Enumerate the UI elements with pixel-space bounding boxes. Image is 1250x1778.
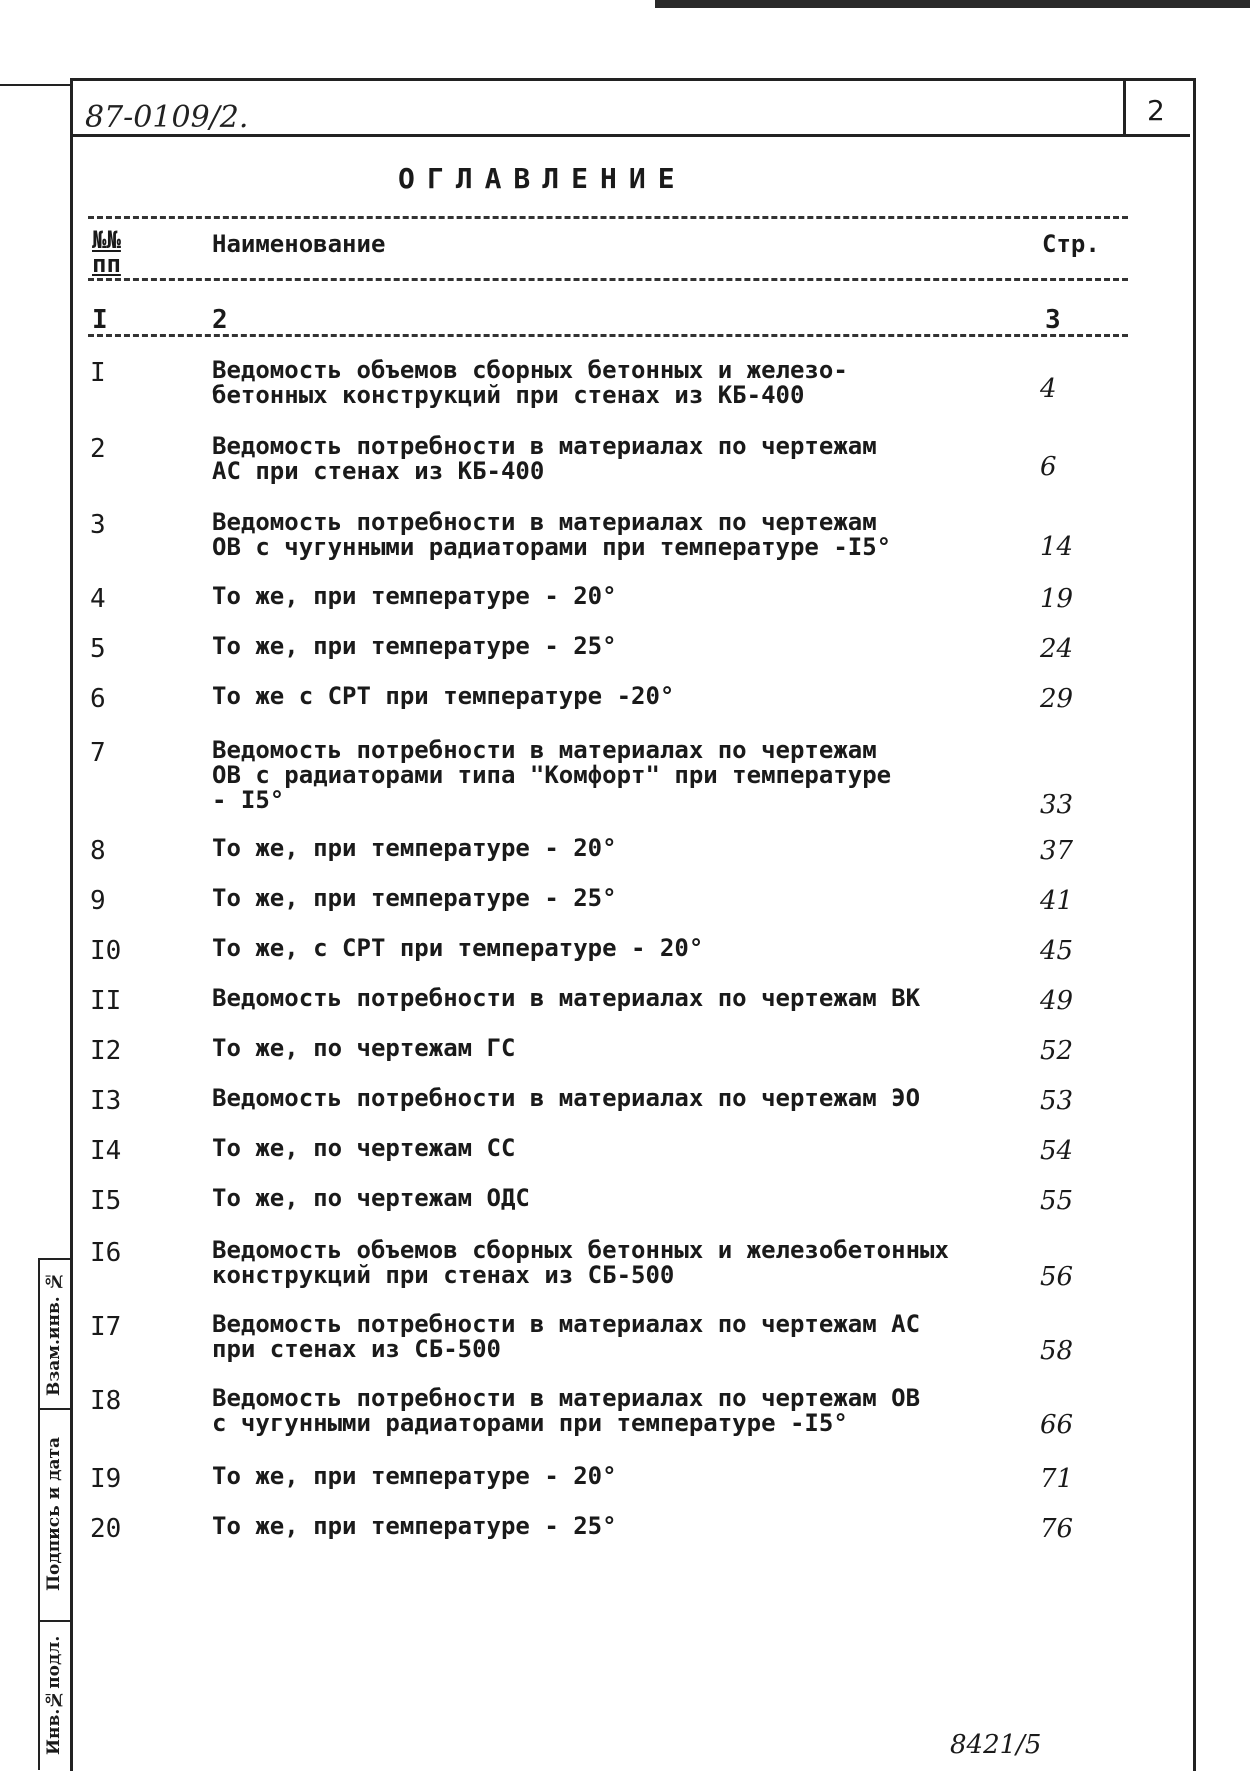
toc-row-title: То же, при температуре - 20° bbox=[212, 1462, 617, 1490]
toc-row-page: 71 bbox=[1040, 1464, 1074, 1494]
toc-row-title: Ведомость потребности в материалах по чертежам АС при стенах из КБ-400 bbox=[212, 432, 877, 485]
toc-row-number: I bbox=[90, 358, 106, 388]
toc-row-title: Ведомость потребности в материалах по чертежам ВК bbox=[212, 984, 921, 1012]
side-label-signature: Подпись и дата bbox=[44, 1437, 64, 1592]
column-header-num: №№ пп bbox=[92, 226, 121, 278]
toc-row-number: 4 bbox=[90, 584, 106, 614]
column-index-name: 2 bbox=[212, 305, 228, 335]
document-code: 87-0109/2. bbox=[85, 100, 249, 135]
frame-line bbox=[0, 84, 72, 86]
dashed-rule bbox=[88, 216, 1128, 219]
toc-row-number: I2 bbox=[90, 1036, 122, 1066]
toc-row-number: I6 bbox=[90, 1238, 122, 1268]
toc-row-title: То же, по чертежам СС bbox=[212, 1134, 516, 1162]
toc-row-page: 45 bbox=[1040, 936, 1074, 966]
toc-row-number: 20 bbox=[90, 1514, 122, 1544]
toc-row-title: Ведомость объемов сборных бетонных и железобетонных конструкций при стенах из СБ-500 bbox=[212, 1236, 949, 1289]
toc-row-page: 55 bbox=[1040, 1186, 1074, 1216]
toc-row-page: 14 bbox=[1040, 532, 1074, 562]
toc-row-title: Ведомость потребности в материалах по чертежам ОВ с чугунными радиаторами при температуре -I5° bbox=[212, 508, 892, 561]
toc-row-title: То же, с СРТ при температуре - 20° bbox=[212, 934, 704, 962]
toc-row-title: Ведомость потребности в материалах по чертежам ЭО bbox=[212, 1084, 921, 1112]
toc-row-number: II bbox=[90, 986, 122, 1016]
toc-row-number: I8 bbox=[90, 1386, 122, 1416]
toc-row-title: То же, по чертежам ГС bbox=[212, 1034, 516, 1062]
footer-stamp: 8421/5 bbox=[950, 1730, 1042, 1760]
toc-row-page: 58 bbox=[1040, 1336, 1074, 1366]
page-number: 2 bbox=[1147, 94, 1165, 127]
toc-row-number: 2 bbox=[90, 434, 106, 464]
toc-row-number: 3 bbox=[90, 510, 106, 540]
side-label-inventory: Инв.№подл. bbox=[44, 1635, 64, 1755]
toc-row-page: 56 bbox=[1040, 1262, 1074, 1292]
toc-row-title: Ведомость потребности в материалах по чертежам ОВ с чугунными радиаторами при температуре -I5° bbox=[212, 1384, 921, 1437]
toc-row-title: То же, по чертежам ОДС bbox=[212, 1184, 530, 1212]
toc-row-page: 41 bbox=[1040, 886, 1074, 916]
toc-row-title: Ведомость потребности в материалах по чертежам АС при стенах из СБ-500 bbox=[212, 1310, 921, 1363]
column-header-page: Стр. bbox=[1042, 230, 1100, 258]
toc-row-page: 76 bbox=[1040, 1514, 1074, 1544]
toc-row-number: I5 bbox=[90, 1186, 122, 1216]
toc-row-page: 19 bbox=[1040, 584, 1074, 614]
toc-row-page: 66 bbox=[1040, 1410, 1074, 1440]
toc-row-title: Ведомость объемов сборных бетонных и железо- бетонных конструкций при стенах из КБ-400 bbox=[212, 356, 848, 409]
toc-row-title: То же, при температуре - 25° bbox=[212, 884, 617, 912]
toc-row-number: 5 bbox=[90, 634, 106, 664]
side-label-replace: Взам.инв. № bbox=[44, 1270, 64, 1396]
column-index-page: 3 bbox=[1045, 305, 1061, 335]
toc-row-number: 6 bbox=[90, 684, 106, 714]
page-title: ОГЛАВЛЕНИЕ bbox=[398, 162, 687, 195]
toc-row-title: Ведомость потребности в материалах по чертежам ОВ с радиаторами типа "Комфорт" при температуре - I5° bbox=[212, 736, 892, 814]
toc-row-number: 7 bbox=[90, 738, 106, 768]
toc-row-page: 6 bbox=[1040, 452, 1057, 482]
toc-row-page: 53 bbox=[1040, 1086, 1074, 1116]
toc-row-title: То же, при температуре - 20° bbox=[212, 582, 617, 610]
toc-row-page: 52 bbox=[1040, 1036, 1074, 1066]
toc-row-title: То же, при температуре - 25° bbox=[212, 1512, 617, 1540]
toc-row-page: 4 bbox=[1040, 374, 1057, 404]
toc-row-title: То же, при температуре - 20° bbox=[212, 834, 617, 862]
toc-row-page: 37 bbox=[1040, 836, 1074, 866]
toc-row-page: 49 bbox=[1040, 986, 1074, 1016]
toc-row-page: 54 bbox=[1040, 1136, 1074, 1166]
column-index-num: I bbox=[92, 305, 108, 335]
column-header-name: Наименование bbox=[212, 230, 386, 258]
toc-row-number: I4 bbox=[90, 1136, 122, 1166]
dashed-rule bbox=[88, 278, 1128, 281]
toc-row-number: I0 bbox=[90, 936, 122, 966]
toc-row-page: 24 bbox=[1040, 634, 1074, 664]
toc-row-number: I3 bbox=[90, 1086, 122, 1116]
top-edge-line bbox=[655, 0, 1250, 8]
toc-row-number: I7 bbox=[90, 1312, 122, 1342]
toc-row-title: То же, при температуре - 25° bbox=[212, 632, 617, 660]
toc-row-page: 33 bbox=[1040, 790, 1074, 820]
toc-row-page: 29 bbox=[1040, 684, 1074, 714]
toc-row-number: I9 bbox=[90, 1464, 122, 1494]
frame-line bbox=[1123, 78, 1126, 137]
toc-row-number: 9 bbox=[90, 886, 106, 916]
toc-row-title: То же с СРТ при температуре -20° bbox=[212, 682, 675, 710]
toc-row-number: 8 bbox=[90, 836, 106, 866]
dashed-rule bbox=[88, 334, 1128, 337]
